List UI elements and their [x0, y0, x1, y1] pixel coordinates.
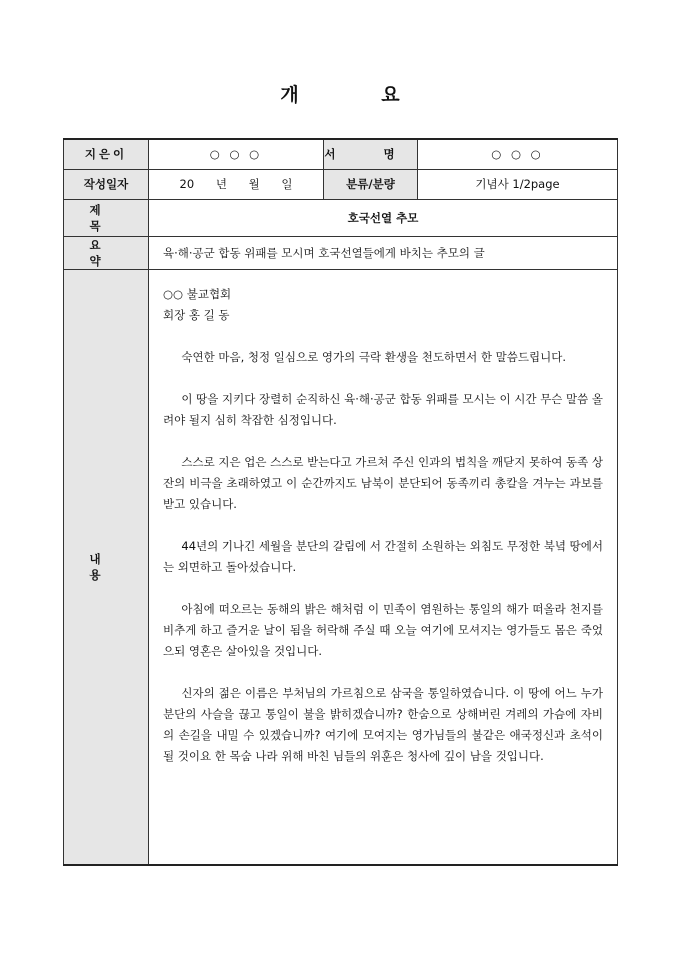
subject-row	[64, 199, 618, 236]
date-value	[149, 169, 324, 199]
author-label: 지은이	[64, 139, 149, 169]
subject-value: 호국선열 추모	[149, 199, 618, 236]
content-paragraph: 숙연한 마음, 청정 일심으로 영가의 극락 환생을 천도하면서 한 말씀드립니다.	[181, 349, 566, 364]
signature-label-text: 서 명	[324, 147, 417, 162]
category-value: 기념사 1/2page	[418, 169, 618, 199]
content-paragraph: 신자의 젊은 이름은 부처님의 가르침으로 삼국을 통일하였습니다. 이 땅에 어느 누가 분단의 사슬을 끊고 통일이 불을 밝히겠습니까? 한숨으로 상해버린 겨레의 가슴에 자비의 손길을 내밀 수 있겠습니까? 여기에 모여지는 영가님들의 불같은 애국정신과 초석이 될 것이요 한 목숨 나라 위해 바친 님들의 위훈은 청사에 깊이 남을 것입니다.	[163, 685, 603, 763]
content-paragraph: 이 땅을 지키다 장렬히 순직하신 육·해·공군 합동 위패를 모시는 이 시간 무슨 말씀 올려야 될지 심히 착잡한 심정입니다.	[163, 391, 603, 427]
content-paragraph: 스스로 지은 업은 스스로 받는다고 가르쳐 주신 인과의 법칙을 깨닫지 못하여 동족 상잔의 비극을 초래하였고 이 순간까지도 남북이 분단되어 동족끼리 총칼을 겨누는 과보를 받고 있습니다.	[163, 454, 603, 511]
subject-label	[64, 199, 149, 236]
content-paragraph: 아침에 떠오르는 동해의 밝은 해처럼 이 민족이 염원하는 통일의 해가 떠올라 천지를 비추게 하고 즐거운 날이 됨을 허락해 주실 때 오늘 여기에 모셔지는 영가들도 몸은 죽었으되 영혼은 살아있을 것입니다.	[163, 601, 603, 658]
signature-value: ○ ○ ○	[418, 139, 618, 169]
category-label: 분류/분량	[324, 169, 418, 199]
signature-label	[324, 139, 418, 169]
content-label	[64, 269, 149, 865]
date-label: 작성일자	[64, 169, 149, 199]
summary-row	[64, 236, 618, 269]
subject-label-text: 제 목	[89, 202, 123, 233]
organization-name: ○○ 불교협회	[163, 286, 232, 301]
content-paragraph: 44년의 기나긴 세월을 분단의 갈림에 서 간절히 소원하는 외침도 무정한 북녘 땅에서는 외면하고 돌아섰습니다.	[163, 538, 603, 574]
date-value-text: 20 년 월 일	[179, 177, 293, 191]
content-body	[149, 269, 618, 865]
author-row	[64, 139, 618, 169]
summary-value: 육·해·공군 합동 위패를 모시며 호국선열들에게 바치는 추모의 글	[149, 236, 618, 269]
summary-label-text: 요 약	[89, 237, 123, 268]
content-label-text: 내 용	[89, 551, 123, 582]
content-row	[64, 269, 618, 865]
author-value: ○ ○ ○	[149, 139, 324, 169]
summary-label	[64, 236, 149, 269]
page-title: 개 요	[280, 84, 438, 106]
speaker-name: 회장 홍 길 동	[163, 307, 230, 322]
outline-table	[63, 138, 618, 866]
date-row	[64, 169, 618, 199]
